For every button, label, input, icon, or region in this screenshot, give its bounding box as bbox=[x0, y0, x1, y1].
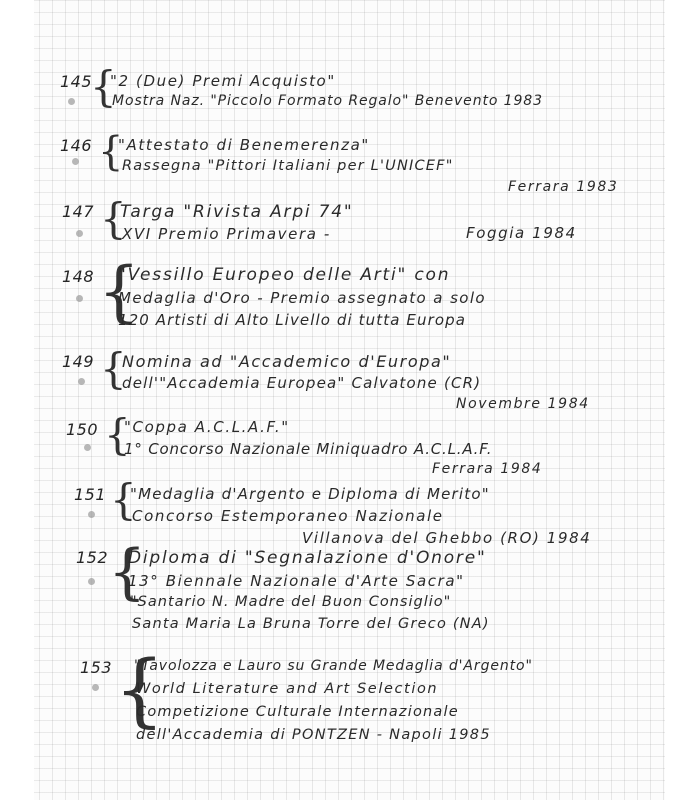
binder-hole bbox=[92, 684, 99, 691]
entry-line: Mostra Naz. "Piccolo Formato Regalo" Benevento 1983 bbox=[112, 93, 543, 109]
binder-hole bbox=[68, 98, 75, 105]
brace-icon: { bbox=[100, 344, 127, 393]
entry-line: "Coppa A.C.L.A.F." bbox=[124, 418, 290, 436]
entry-line: Rassegna "Pittori Italiani per L'UNICEF" bbox=[122, 158, 454, 174]
binder-hole bbox=[88, 511, 95, 518]
binder-hole bbox=[78, 378, 85, 385]
entry-line: Targa "Rivista Arpi 74" bbox=[120, 202, 354, 222]
entry-line: "2 (Due) Premi Acquisto" bbox=[110, 72, 336, 90]
entry-number: 146 bbox=[60, 136, 93, 155]
entry-number: 147 bbox=[62, 202, 95, 221]
entry-line: Medaglia d'Oro - Premio assegnato a solo bbox=[118, 289, 487, 307]
brace-icon: { bbox=[100, 194, 127, 243]
brace-icon: { bbox=[114, 643, 165, 736]
entry-line: XVI Premio Primavera - bbox=[122, 225, 331, 243]
left-margin bbox=[0, 0, 34, 800]
entry-number: 152 bbox=[76, 548, 109, 567]
binder-hole bbox=[76, 230, 83, 237]
entry-line: Ferrara 1983 bbox=[508, 179, 619, 195]
brace-icon: { bbox=[108, 537, 147, 607]
brace-icon: { bbox=[90, 62, 117, 111]
entry-line: "Medaglia d'Argento e Diploma di Merito" bbox=[130, 485, 490, 503]
entry-line: "Tavolozza e Lauro su Grande Medaglia d'Argento" bbox=[134, 658, 533, 674]
entry-line: 13° Biennale Nazionale d'Arte Sacra" bbox=[128, 572, 465, 590]
binder-hole bbox=[88, 578, 95, 585]
entry-line: "Santario N. Madre del Buon Consiglio" bbox=[130, 594, 452, 610]
brace-icon: { bbox=[98, 129, 124, 175]
entry-line: 1° Concorso Nazionale Miniquadro A.C.L.A.F. bbox=[124, 440, 493, 458]
entry-line: Ferrara 1984 bbox=[432, 461, 543, 477]
entry-number: 150 bbox=[66, 420, 99, 439]
binder-hole bbox=[76, 295, 83, 302]
entry-number: 148 bbox=[62, 267, 95, 286]
entry-line: dell'"Accademia Europea" Calvatone (CR) bbox=[122, 374, 482, 392]
entry-line: Diploma di "Segnalazione d'Onore" bbox=[128, 548, 487, 568]
entry-number: 149 bbox=[62, 352, 95, 371]
entry-line: Competizione Culturale Internazionale bbox=[136, 704, 459, 720]
entry-number: 151 bbox=[74, 485, 107, 504]
entry-line: Novembre 1984 bbox=[456, 396, 590, 412]
binder-hole bbox=[84, 444, 91, 451]
entry-line: dell'Accademia di PONTZEN - Napoli 1985 bbox=[136, 727, 491, 743]
entry-line: Santa Maria La Bruna Torre del Greco (NA) bbox=[132, 616, 490, 632]
entry-number: 145 bbox=[60, 72, 93, 91]
brace-icon: { bbox=[104, 410, 131, 459]
brace-icon: { bbox=[110, 475, 137, 524]
entry-line: "Vessillo Europeo delle Arti" con bbox=[118, 265, 451, 285]
entry-line: 120 Artisti di Alto Livello di tutta Europa bbox=[118, 311, 467, 329]
entry-line: Nomina ad "Accademico d'Europa" bbox=[122, 352, 452, 371]
right-margin bbox=[665, 0, 693, 800]
entry-line: Foggia 1984 bbox=[466, 224, 577, 242]
entry-line: Concorso Estemporaneo Nazionale bbox=[132, 507, 444, 525]
entry-number: 153 bbox=[80, 658, 113, 677]
entry-line: "Attestato di Benemerenza" bbox=[118, 136, 370, 154]
entry-line: World Literature and Art Selection bbox=[136, 681, 439, 697]
binder-hole bbox=[72, 158, 79, 165]
brace-icon: { bbox=[98, 253, 140, 330]
entry-line: Villanova del Ghebbo (RO) 1984 bbox=[302, 529, 592, 547]
